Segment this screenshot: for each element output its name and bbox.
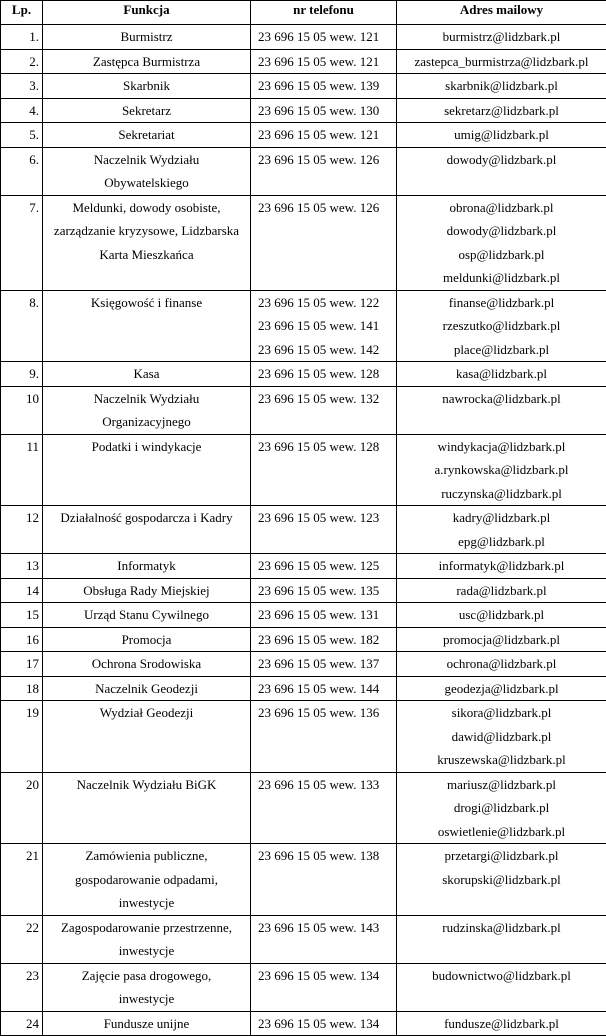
phone-number: 23 696 15 05 wew. 126 (258, 196, 393, 220)
phone-number: 23 696 15 05 wew. 134 (258, 1012, 393, 1036)
email-cell (397, 554, 606, 579)
phone-number: 23 696 15 05 wew. 136 (258, 701, 393, 725)
email-address[interactable]: umig@lidzbark.pl (400, 123, 603, 147)
function-cell (43, 25, 251, 50)
phone-cell (251, 772, 397, 844)
function-cell (43, 652, 251, 677)
row-number: 13 (1, 554, 43, 579)
table-row (1, 386, 606, 434)
table-row (1, 554, 606, 579)
email-cell (397, 195, 606, 290)
phone-cell (251, 147, 397, 195)
function-label: Urząd Stanu Cywilnego (46, 603, 247, 627)
phone-cell (251, 578, 397, 603)
phone-number: 23 696 15 05 wew. 125 (258, 554, 393, 578)
function-cell (43, 386, 251, 434)
function-label: inwestycje (46, 939, 247, 963)
function-label: Obsługa Rady Miejskiej (46, 579, 247, 603)
function-cell (43, 506, 251, 554)
email-cell (397, 772, 606, 844)
function-label: Podatki i windykacje (46, 435, 247, 459)
table-row (1, 49, 606, 74)
header-lp: Lp. (1, 1, 43, 25)
phone-cell (251, 844, 397, 916)
function-label: Naczelnik Geodezji (46, 677, 247, 701)
email-cell (397, 627, 606, 652)
email-address[interactable]: rzeszutko@lidzbark.pl (400, 314, 603, 338)
email-cell (397, 506, 606, 554)
function-cell (43, 603, 251, 628)
phone-cell (251, 195, 397, 290)
phone-number: 23 696 15 05 wew. 142 (258, 338, 393, 362)
email-address[interactable]: burmistrz@lidzbark.pl (400, 25, 603, 49)
phone-cell (251, 434, 397, 506)
function-cell (43, 123, 251, 148)
email-address[interactable]: dowody@lidzbark.pl (400, 148, 603, 172)
table-row (1, 195, 606, 290)
email-address[interactable]: kasa@lidzbark.pl (400, 362, 603, 386)
row-number: 11 (1, 434, 43, 506)
function-cell (43, 362, 251, 387)
phone-cell (251, 25, 397, 50)
phone-cell (251, 554, 397, 579)
phone-number: 23 696 15 05 wew. 128 (258, 362, 393, 386)
function-label: Zagospodarowanie przestrzenne, (46, 916, 247, 940)
function-cell (43, 195, 251, 290)
function-cell (43, 915, 251, 963)
function-label: Naczelnik Wydziału BiGK (46, 773, 247, 797)
email-address[interactable]: a.rynkowska@lidzbark.pl (400, 458, 603, 482)
phone-number: 23 696 15 05 wew. 138 (258, 844, 393, 868)
function-label: zarządzanie kryzysowe, Lidzbarska (46, 219, 247, 243)
phone-cell (251, 74, 397, 99)
row-number: 12 (1, 506, 43, 554)
header-row (1, 1, 606, 25)
phone-cell (251, 49, 397, 74)
table-row (1, 74, 606, 99)
email-address[interactable]: mariusz@lidzbark.pl (400, 773, 603, 797)
email-address[interactable]: budownictwo@lidzbark.pl (400, 964, 603, 988)
email-address[interactable]: rada@lidzbark.pl (400, 579, 603, 603)
table-body (1, 25, 606, 1036)
email-address[interactable]: skorupski@lidzbark.pl (400, 868, 603, 892)
email-address[interactable]: finanse@lidzbark.pl (400, 291, 603, 315)
row-number: 17 (1, 652, 43, 677)
row-number: 6. (1, 147, 43, 195)
function-cell (43, 74, 251, 99)
email-address[interactable]: kadry@lidzbark.pl (400, 506, 603, 530)
table-row (1, 434, 606, 506)
row-number: 15 (1, 603, 43, 628)
phone-number: 23 696 15 05 wew. 131 (258, 603, 393, 627)
email-cell (397, 123, 606, 148)
row-number: 9. (1, 362, 43, 387)
function-cell (43, 147, 251, 195)
email-cell (397, 844, 606, 916)
phone-number: 23 696 15 05 wew. 121 (258, 25, 393, 49)
email-address[interactable]: nawrocka@lidzbark.pl (400, 387, 603, 411)
table-row (1, 290, 606, 362)
email-address[interactable]: drogi@lidzbark.pl (400, 796, 603, 820)
function-label: Naczelnik Wydziału (46, 148, 247, 172)
phone-number: 23 696 15 05 wew. 135 (258, 579, 393, 603)
row-number: 4. (1, 98, 43, 123)
phone-number: 23 696 15 05 wew. 139 (258, 74, 393, 98)
table-row (1, 701, 606, 773)
function-label: Wydział Geodezji (46, 701, 247, 725)
email-address[interactable]: dowody@lidzbark.pl (400, 219, 603, 243)
email-address[interactable]: sekretarz@lidzbark.pl (400, 99, 603, 123)
email-address[interactable]: geodezja@lidzbark.pl (400, 677, 603, 701)
table-row (1, 915, 606, 963)
function-cell (43, 701, 251, 773)
row-number: 19 (1, 701, 43, 773)
row-number: 22 (1, 915, 43, 963)
header-funkcja: Funkcja (43, 1, 251, 25)
phone-number: 23 696 15 05 wew. 133 (258, 773, 393, 797)
phone-cell (251, 362, 397, 387)
function-cell (43, 963, 251, 1011)
email-address[interactable]: dawid@lidzbark.pl (400, 725, 603, 749)
function-label: Kasa (46, 362, 247, 386)
email-cell (397, 676, 606, 701)
phone-cell (251, 676, 397, 701)
email-cell (397, 1011, 606, 1036)
email-address[interactable]: osp@lidzbark.pl (400, 243, 603, 267)
phone-cell (251, 386, 397, 434)
function-label: Promocja (46, 628, 247, 652)
phone-cell (251, 506, 397, 554)
phone-cell (251, 290, 397, 362)
phone-cell (251, 98, 397, 123)
phone-cell (251, 701, 397, 773)
phone-number: 23 696 15 05 wew. 121 (258, 50, 393, 74)
function-cell (43, 578, 251, 603)
row-number: 16 (1, 627, 43, 652)
phone-number: 23 696 15 05 wew. 123 (258, 506, 393, 530)
row-number: 23 (1, 963, 43, 1011)
phone-number: 23 696 15 05 wew. 134 (258, 964, 393, 988)
email-address[interactable]: kruszewska@lidzbark.pl (400, 748, 603, 772)
table-row (1, 506, 606, 554)
table-row (1, 963, 606, 1011)
email-cell (397, 915, 606, 963)
email-address[interactable]: place@lidzbark.pl (400, 338, 603, 362)
email-address[interactable]: ruczynska@lidzbark.pl (400, 482, 603, 506)
email-cell (397, 74, 606, 99)
table-row (1, 1011, 606, 1036)
function-label: Meldunki, dowody osobiste, (46, 196, 247, 220)
email-address[interactable]: informatyk@lidzbark.pl (400, 554, 603, 578)
email-address[interactable]: windykacja@lidzbark.pl (400, 435, 603, 459)
header-phone: nr telefonu (251, 1, 397, 25)
email-address[interactable]: rudzinska@lidzbark.pl (400, 916, 603, 940)
function-cell (43, 98, 251, 123)
table-row (1, 652, 606, 677)
function-label: Informatyk (46, 554, 247, 578)
row-number: 18 (1, 676, 43, 701)
email-cell (397, 963, 606, 1011)
function-label: Ochrona Srodowiska (46, 652, 247, 676)
table-row (1, 676, 606, 701)
function-label: inwestycje (46, 891, 247, 915)
email-address[interactable]: przetargi@lidzbark.pl (400, 844, 603, 868)
function-label: Zajęcie pasa drogowego, (46, 964, 247, 988)
email-address[interactable]: usc@lidzbark.pl (400, 603, 603, 627)
table-row (1, 603, 606, 628)
phone-cell (251, 915, 397, 963)
table-row (1, 25, 606, 50)
email-cell (397, 652, 606, 677)
function-cell (43, 554, 251, 579)
phone-number: 23 696 15 05 wew. 130 (258, 99, 393, 123)
phone-number: 23 696 15 05 wew. 128 (258, 435, 393, 459)
row-number: 24 (1, 1011, 43, 1036)
email-address[interactable]: skarbnik@lidzbark.pl (400, 74, 603, 98)
table-row (1, 123, 606, 148)
function-cell (43, 772, 251, 844)
row-number: 2. (1, 49, 43, 74)
email-cell (397, 362, 606, 387)
function-cell (43, 434, 251, 506)
row-number: 10 (1, 386, 43, 434)
function-cell (43, 844, 251, 916)
function-cell (43, 49, 251, 74)
email-cell (397, 147, 606, 195)
function-label: Zamówienia publiczne, (46, 844, 247, 868)
phone-cell (251, 123, 397, 148)
email-cell (397, 290, 606, 362)
function-label: Burmistrz (46, 25, 247, 49)
phone-number: 23 696 15 05 wew. 143 (258, 916, 393, 940)
function-label: Zastępca Burmistrza (46, 50, 247, 74)
email-address[interactable]: promocja@lidzbark.pl (400, 628, 603, 652)
function-label: Działalność gospodarcza i Kadry (46, 506, 247, 530)
function-cell (43, 290, 251, 362)
email-address[interactable]: zastepca_burmistrza@lidzbark.pl (400, 50, 603, 74)
function-label: Organizacyjnego (46, 410, 247, 434)
table-row (1, 98, 606, 123)
function-label: Obywatelskiego (46, 171, 247, 195)
table-row (1, 362, 606, 387)
phone-number: 23 696 15 05 wew. 182 (258, 628, 393, 652)
phone-number: 23 696 15 05 wew. 132 (258, 387, 393, 411)
function-cell (43, 676, 251, 701)
header-email: Adres mailowy (397, 1, 606, 25)
function-label: Fundusze unijne (46, 1012, 247, 1036)
email-address[interactable]: meldunki@lidzbark.pl (400, 266, 603, 290)
phone-cell (251, 627, 397, 652)
email-address[interactable]: fundusze@lidzbark.pl (400, 1012, 603, 1036)
row-number: 3. (1, 74, 43, 99)
email-cell (397, 701, 606, 773)
phone-cell (251, 603, 397, 628)
email-cell (397, 25, 606, 50)
table-row (1, 772, 606, 844)
table-row (1, 844, 606, 916)
row-number: 21 (1, 844, 43, 916)
email-cell (397, 578, 606, 603)
email-address[interactable]: sikora@lidzbark.pl (400, 701, 603, 725)
table-row (1, 578, 606, 603)
function-label: Sekretarz (46, 99, 247, 123)
phone-number: 23 696 15 05 wew. 121 (258, 123, 393, 147)
row-number: 7. (1, 195, 43, 290)
email-cell (397, 434, 606, 506)
row-number: 1. (1, 25, 43, 50)
phone-cell (251, 963, 397, 1011)
phone-cell (251, 652, 397, 677)
email-cell (397, 49, 606, 74)
phone-number: 23 696 15 05 wew. 144 (258, 677, 393, 701)
function-cell (43, 1011, 251, 1036)
email-address[interactable]: obrona@lidzbark.pl (400, 196, 603, 220)
table-row (1, 627, 606, 652)
phone-cell (251, 1011, 397, 1036)
row-number: 8. (1, 290, 43, 362)
email-address[interactable]: oswietlenie@lidzbark.pl (400, 820, 603, 844)
phone-number: 23 696 15 05 wew. 126 (258, 148, 393, 172)
email-cell (397, 98, 606, 123)
email-cell (397, 386, 606, 434)
row-number: 20 (1, 772, 43, 844)
function-label: Skarbnik (46, 74, 247, 98)
function-label: Naczelnik Wydziału (46, 387, 247, 411)
row-number: 14 (1, 578, 43, 603)
table-row (1, 147, 606, 195)
email-cell (397, 603, 606, 628)
function-label: Księgowość i finanse (46, 291, 247, 315)
email-address[interactable]: ochrona@lidzbark.pl (400, 652, 603, 676)
function-cell (43, 627, 251, 652)
row-number: 5. (1, 123, 43, 148)
function-label: gospodarowanie odpadami, (46, 868, 247, 892)
phone-number: 23 696 15 05 wew. 122 (258, 291, 393, 315)
email-address[interactable]: epg@lidzbark.pl (400, 530, 603, 554)
function-label: inwestycje (46, 987, 247, 1011)
phone-number: 23 696 15 05 wew. 141 (258, 314, 393, 338)
function-label: Sekretariat (46, 123, 247, 147)
function-label: Karta Mieszkańca (46, 243, 247, 267)
phone-number: 23 696 15 05 wew. 137 (258, 652, 393, 676)
